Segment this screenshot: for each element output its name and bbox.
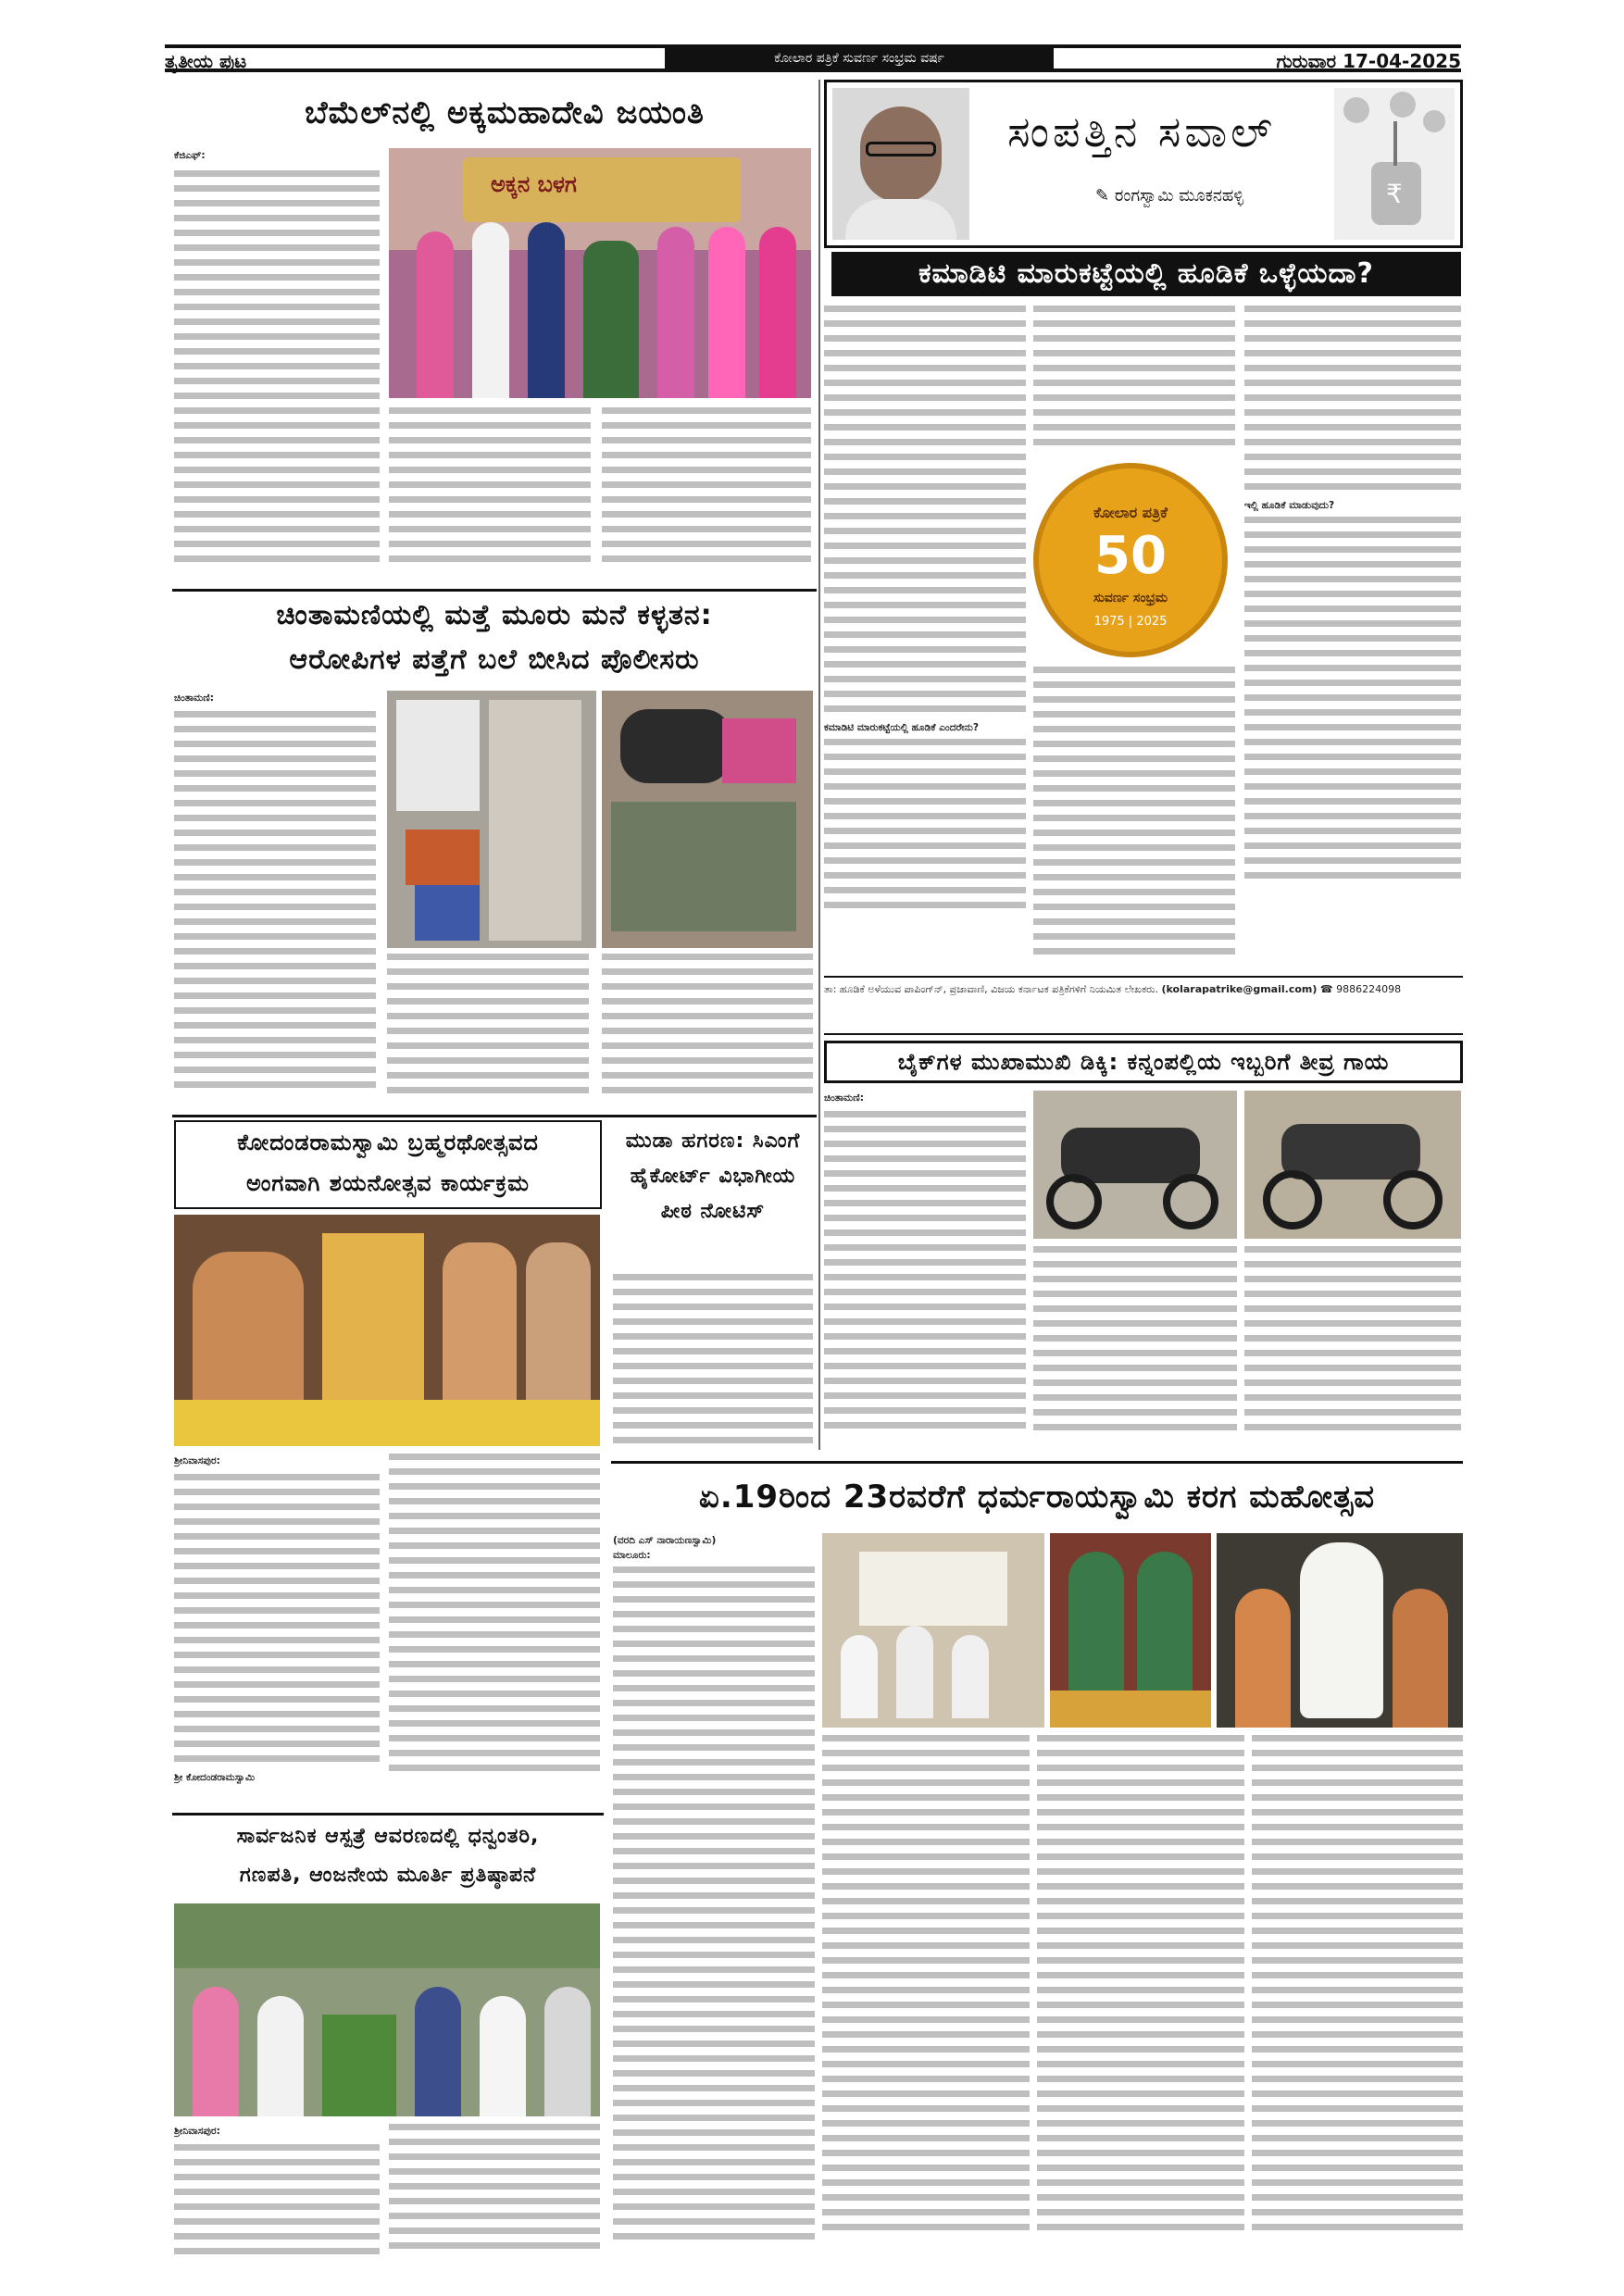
kodanda-col2 [389, 1454, 600, 1807]
bemel-body-col3 [602, 407, 811, 583]
bikes-dateline: ಚಿಂತಾಮಣಿ: [824, 1092, 864, 1104]
phone-icon: ☎ [1319, 983, 1333, 995]
column-header-box [824, 80, 1463, 248]
bikes-col3 [1244, 1246, 1461, 1452]
karaga-photo-3 [1217, 1533, 1463, 1728]
divider-kodanda [172, 1115, 817, 1117]
rupee-symbol: ₹ [1386, 179, 1403, 209]
page-header-bar [165, 44, 1461, 72]
contact-email[interactable]: (kolarapatrike@gmail.com) [1161, 983, 1318, 995]
commodity-col3 [1244, 306, 1461, 972]
karaga-byline: (ವರದಿ ಎಸ್ ನಾರಾಯಣಸ್ವಾಮಿ) [613, 1535, 717, 1546]
divider-chintamani [172, 589, 817, 592]
column-title: ಸಂಪತ್ತಿನ ಸವಾಲ್ [1007, 106, 1276, 156]
chintamani-col1 [174, 691, 376, 1107]
hospital-headline-2: ಗಣಪತಿ, ಆಂಜನೇಯ ಮೂರ್ತಿ ಪ್ರತಿಷ್ಠಾಪನೆ [239, 1864, 537, 1887]
commodity-col2b [1033, 667, 1235, 972]
kodanda-dateline: ಶ್ರೀನಿವಾಸಪುರ: [174, 1455, 220, 1466]
karaga-col3 [1037, 1735, 1244, 2268]
bemel-banner-text: ಅಕ್ಕನ ಬಳಗ [491, 171, 577, 197]
money-plant-icon [1334, 88, 1455, 240]
golden-jubilee-seal [1033, 463, 1228, 657]
karaga-dateline: ಮಾಲೂರು: [613, 1550, 651, 1561]
chintamani-headline-2: ಆರೋಪಿಗಳ ಪತ್ತೆಗೆ ಬಲೆ ಬೀಸಿದ ಪೊಲೀಸರು [289, 643, 700, 676]
bikes-photo-2 [1244, 1091, 1461, 1239]
kodanda-headline-2: ಅಂಗವಾಗಿ ಶಯನೋತ್ಸವ ಕಾರ್ಯಕ್ರಮ [245, 1170, 530, 1196]
kodanda-headline-box [174, 1120, 602, 1209]
chintamani-col2 [387, 954, 589, 1107]
author-photo [832, 88, 969, 240]
divider-karaga [611, 1461, 1463, 1464]
chintamani-photo-1 [387, 691, 596, 948]
bikes-photo-1 [1033, 1091, 1237, 1239]
pen-icon: ✎ [1095, 186, 1110, 206]
commodity-headline: ಕಮಾಡಿಟಿ ಮಾರುಕಟ್ಟೆಯಲ್ಲಿ ಹೂಡಿಕೆ ಒಳ್ಳೆಯದಾ? [831, 252, 1461, 296]
kodanda-col1 [174, 1454, 380, 1807]
kodanda-photo [174, 1215, 600, 1446]
kodanda-headline-1: ಕೋದಂಡರಾಮಸ್ವಾಮಿ ಬ್ರಹ್ಮರಥೋತ್ಸವದ [237, 1129, 539, 1155]
chintamani-headline-1: ಚಿಂತಾಮಣಿಯಲ್ಲಿ ಮತ್ತೆ ಮೂರು ಮನೆ ಕಳ್ಳತನ: [276, 599, 713, 631]
bikes-col2 [1033, 1246, 1237, 1452]
karaga-col2 [822, 1735, 1030, 2268]
bemel-body-col1 [174, 148, 380, 581]
seal-bottom-text: ಸುವರ್ಣ ಸಂಭ್ರಮ [1093, 591, 1168, 605]
column-author: ✎ ರಂಗಸ್ವಾಮಿ ಮೂಕನಹಳ್ಳಿ [1095, 186, 1244, 206]
hospital-photo [174, 1903, 600, 2116]
bemel-headline: ಬೆಮೆಲ್‌ನಲ್ಲಿ ಅಕ್ಕಮಹಾದೇವಿ ಜಯಂತಿ [194, 89, 815, 143]
chintamani-col3 [602, 954, 813, 1107]
karaga-col1 [613, 1533, 815, 2268]
contact-phone: 9886224098 [1336, 983, 1402, 995]
muda-body [613, 1274, 813, 1452]
bikes-headline: ಬೈಕ್‌ಗಳ ಮುಖಾಮುಖಿ ಡಿಕ್ಕಿ: ಕನ್ನಂಪಲ್ಲಿಯ ಇಬ್ಬರಿಗೆ ತೀವ್ರ ಗಾಯ [824, 1041, 1463, 1083]
section-label: ತೃತೀಯ ಪುಟ [165, 50, 247, 72]
seal-years: 1975 | 2025 [1093, 615, 1168, 629]
divider-hospital [172, 1813, 604, 1816]
bemel-body-col2 [389, 407, 591, 583]
commodity-footer: ತಾ: ಹೂಡಿಕೆ ಅಳೆಯುವ ಪಾಪಿಂಗ್‌ನ್, ಪ್ರಜಾವಾಣಿ, ವಿಜಯ ಕರ್ನಾಟಕ ಪತ್ರಿಕೆಗಳಿಗೆ ನಿಯಮಿತ ಲೇಖಕರು. (kolarapatrike@gmail.com) ☎ 9886224098 [824, 976, 1463, 1035]
commodity-col2 [1033, 306, 1235, 458]
hospital-headline-1: ಸಾರ್ವಜನಿಕ ಆಸ್ಪತ್ರೆ ಆವರಣದಲ್ಲಿ ಧನ್ವಂತರಿ, [236, 1825, 540, 1848]
hospital-col1 [174, 2124, 380, 2263]
bemel-dateline: ಕೆಜಿಎಫ್: [174, 150, 206, 161]
chintamani-photo-2 [602, 691, 813, 948]
kodanda-caption: ಶ್ರೀ ಕೋದಂಡರಾಮಸ್ವಾಮಿ [174, 1772, 256, 1783]
bikes-col1 [824, 1091, 1026, 1452]
column-divider [818, 80, 820, 1450]
seal-top-text: ಕೋಲಾರ ಪತ್ರಿಕೆ [1093, 504, 1168, 521]
commodity-subhead2: ಇಲ್ಲಿ ಹೂಡಿಕೆ ಮಾಡುವುದು? [1244, 500, 1335, 511]
karaga-photo-2 [1050, 1533, 1211, 1728]
banner-label: ಕೋಲಾರ ಪತ್ರಿಕೆ ಸುವರ್ಣ ಸಂಭ್ರಮ ವರ್ಷ [665, 48, 1054, 69]
karaga-headline: ಏ.19ರಿಂದ 23ರವರೆಗೆ ಧರ್ಮರಾಯಸ್ವಾಮಿ ಕರಗ ಮಹೋತ್ಸವ [698, 1479, 1376, 1516]
karaga-col4 [1252, 1735, 1463, 2268]
hospital-col2 [389, 2124, 600, 2263]
issue-date: ಗುರುವಾರ 17-04-2025 [1276, 50, 1461, 72]
seal-number: 50 [1094, 526, 1167, 586]
muda-headline: ಮುಡಾ ಹಗರಣ: ಸಿಎಂಗೆ ಹೈಕೋರ್ಟ್ ವಿಭಾಗೀಯ ಪೀಠ ನೋಟಿಸ್ [625, 1129, 801, 1223]
commodity-subhead1: ಕಮಾಡಿಟಿ ಮಾರುಕಟ್ಟೆಯಲ್ಲಿ ಹೂಡಿಕೆ ಎಂದರೇನು? [824, 722, 980, 733]
chintamani-dateline: ಚಿಂತಾಮಣಿ: [174, 693, 214, 704]
commodity-col1 [824, 306, 1026, 972]
karaga-photo-1 [822, 1533, 1044, 1728]
hospital-dateline: ಶ್ರೀನಿವಾಸಪುರ: [174, 2126, 220, 2137]
bemel-photo [389, 148, 811, 398]
